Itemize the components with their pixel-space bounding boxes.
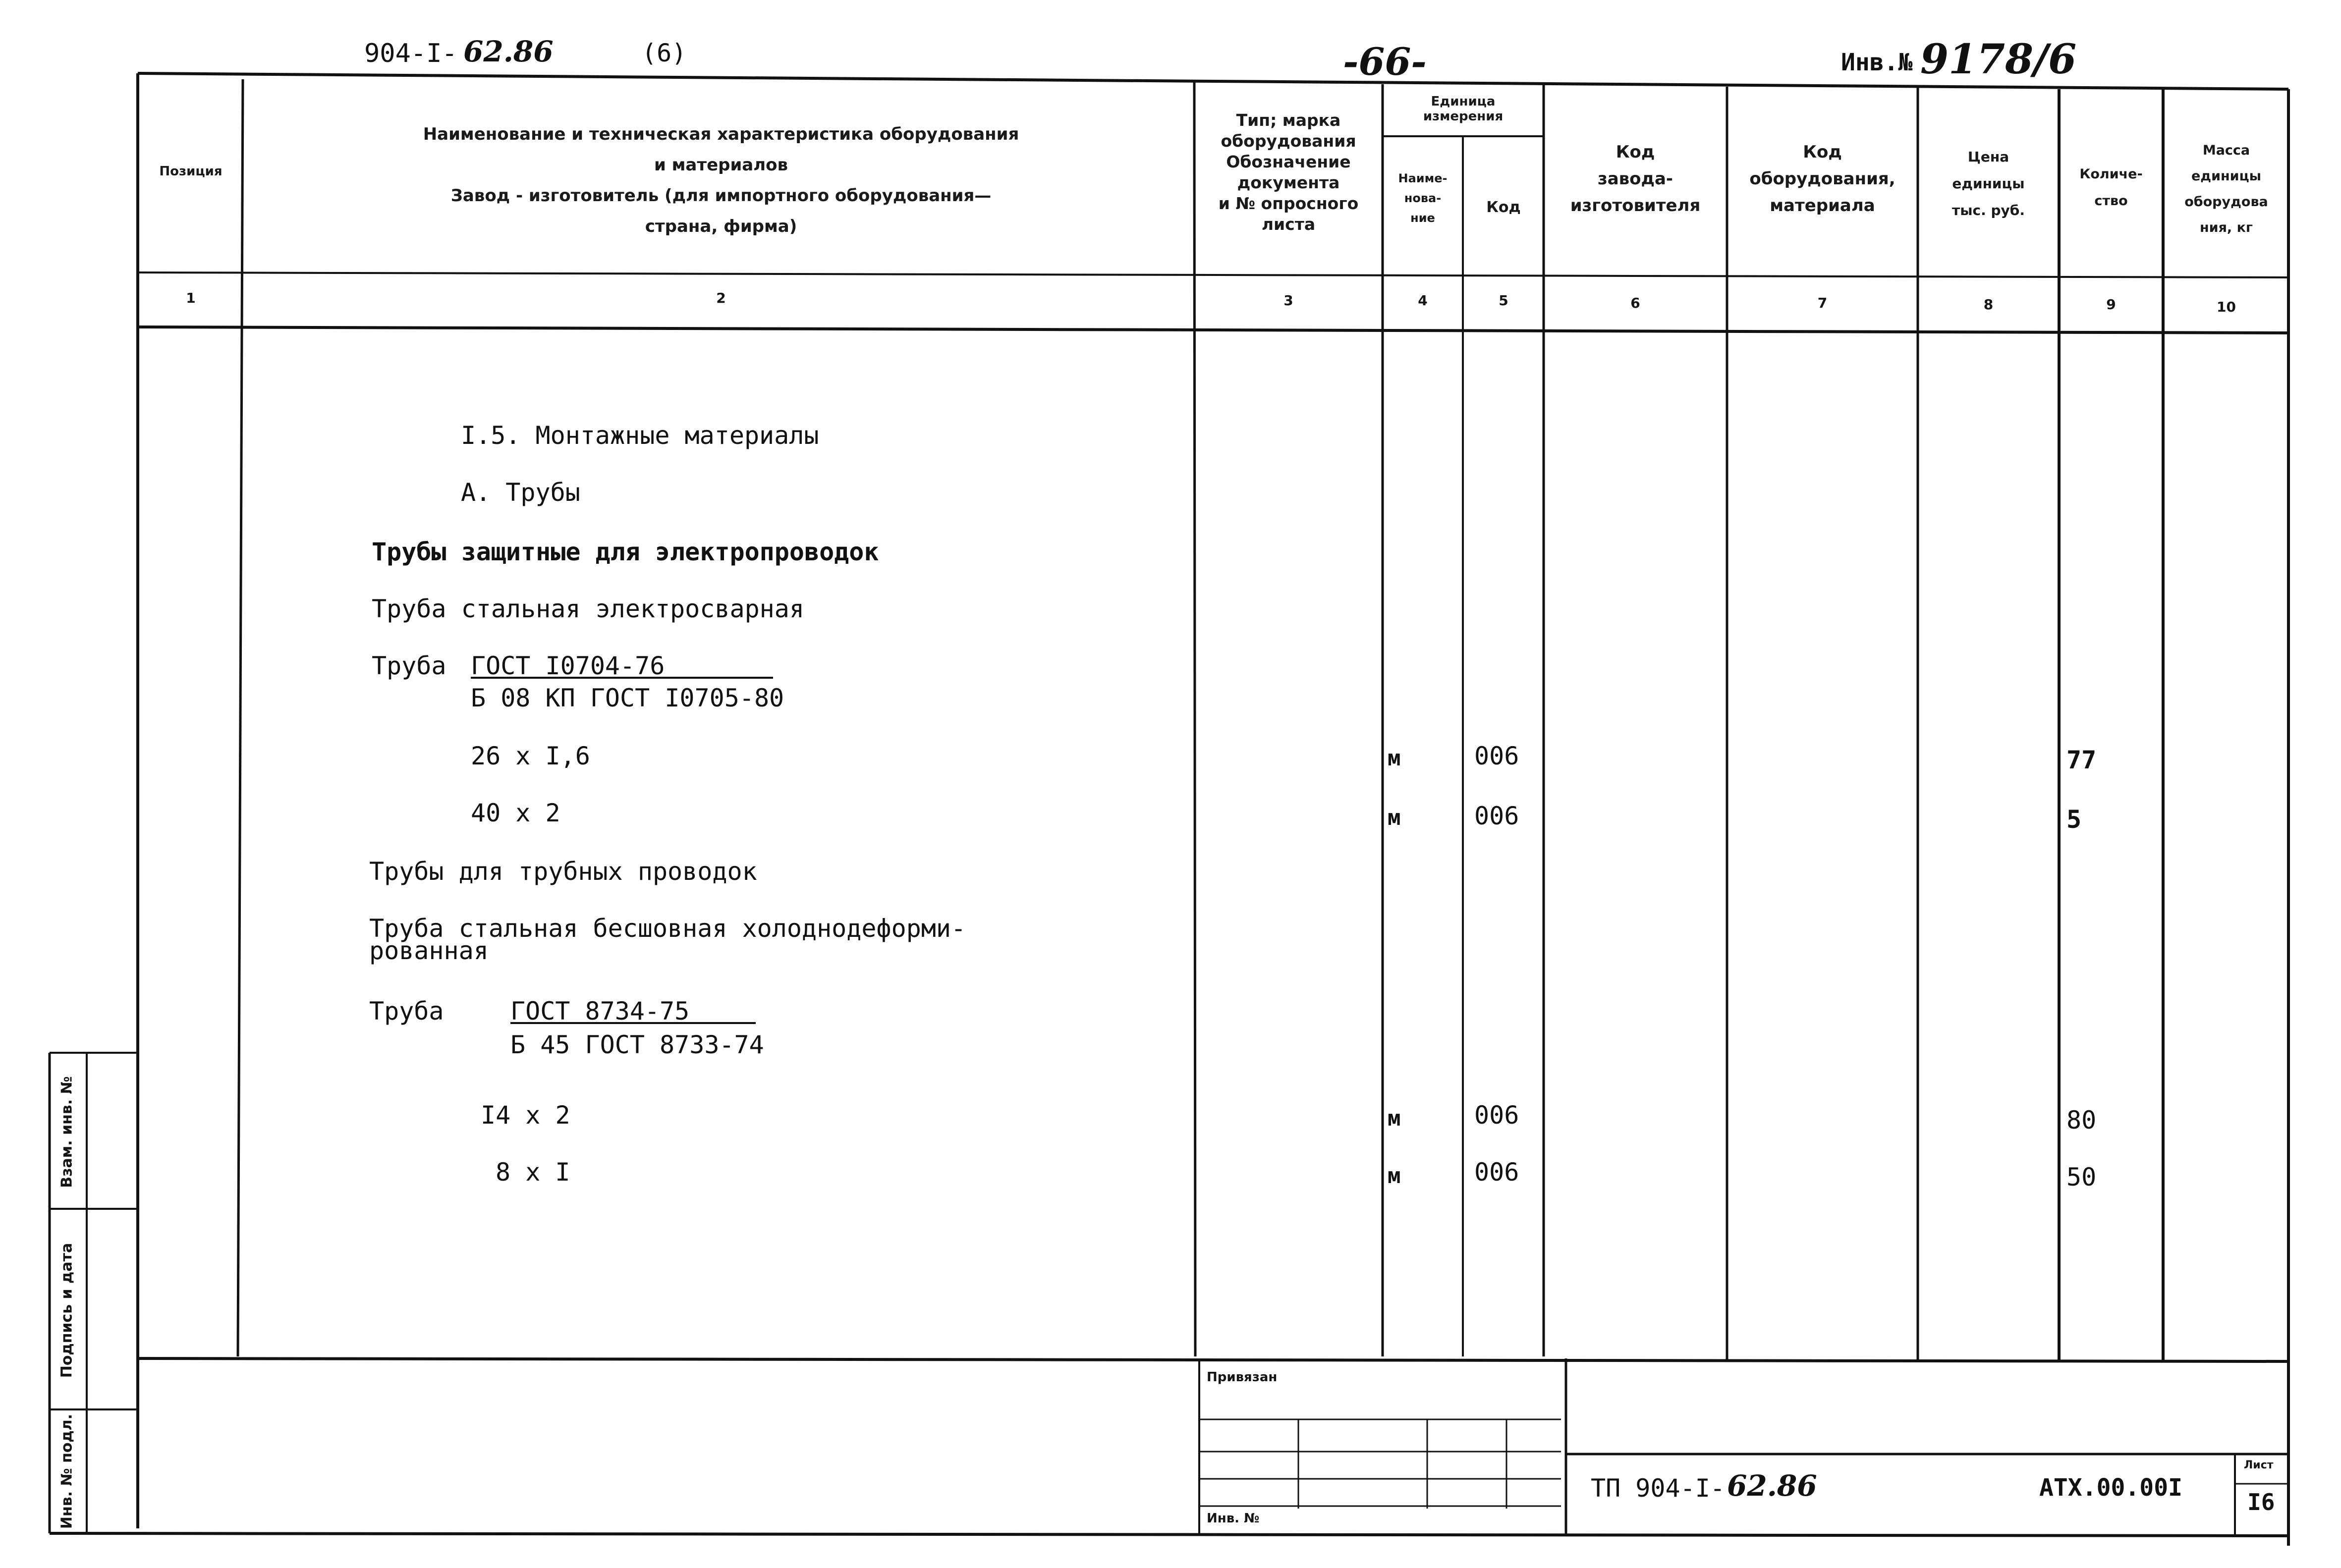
table-row-code: 006 — [1474, 742, 1519, 770]
sheet-number: I6 — [2247, 1489, 2275, 1515]
sheet-label: Лист — [2244, 1459, 2274, 1471]
subsection-title: А. Трубы — [461, 478, 580, 507]
table-row-unit: м — [1388, 805, 1401, 830]
table-row-code: 006 — [1474, 1158, 1519, 1187]
table-row-qty: 50 — [2066, 1163, 2097, 1191]
header-position: Позиция — [159, 164, 223, 179]
doc-code: 904-I- — [364, 39, 457, 68]
doc-code-handwritten: 62.86 — [463, 35, 554, 68]
line-pipe-label-2: Труба — [369, 997, 444, 1026]
table-row-unit: м — [1388, 746, 1401, 771]
inventory-number: 9178/6 — [1920, 36, 2077, 83]
table-row-code: 006 — [1474, 1101, 1519, 1130]
line-protective-pipes: Трубы защитные для электропроводок — [372, 538, 879, 566]
table-row-dim: 26 x I,6 — [471, 742, 590, 770]
tp-code: ТП 904-I- — [1591, 1474, 1725, 1503]
header-unit-code: Код — [1486, 199, 1521, 216]
line-gost-denominator-1: Б 08 КП ГОСТ I0705-80 — [471, 684, 784, 712]
header-quantity: Количе- ство — [2079, 166, 2143, 209]
sheet-part: (6) — [642, 39, 687, 67]
inventory-label: Инв.№ — [1841, 49, 1913, 76]
stamp-replacement-inv: Взам. инв. № — [58, 1076, 76, 1188]
line-welded-pipe: Труба стальная электросварная — [372, 595, 804, 623]
section-title: I.5. Монтажные материалы — [461, 421, 819, 450]
header-mass: Масса единицы оборудова ния, кг — [2184, 143, 2268, 235]
header-unit-name: Наиме- нова- ние — [1398, 171, 1448, 225]
header-equipment-code: Код оборудования, материала — [1749, 142, 1895, 216]
col-number-10: 10 — [2217, 299, 2236, 315]
table-row-qty: 80 — [2066, 1106, 2097, 1135]
header-unit-group: Единица измерения — [1423, 94, 1504, 124]
col-number-7: 7 — [1817, 295, 1828, 311]
table-row-dim: 40 x 2 — [471, 799, 560, 827]
document-mark: АТХ.00.00I — [2039, 1474, 2182, 1502]
line-process-pipes: Трубы для трубных проводок — [369, 857, 757, 886]
table-row-unit: м — [1388, 1106, 1401, 1131]
col-number-2: 2 — [716, 290, 726, 306]
line-gost-numerator-2: ГОСТ 8734-75 — [510, 997, 690, 1026]
col-number-4: 4 — [1418, 292, 1428, 309]
table-row-qty: 77 — [2066, 746, 2097, 774]
line-seamless-pipe-cont: рованная — [369, 936, 489, 965]
table-row-dim: 8 x I — [496, 1158, 570, 1187]
table-row-code: 006 — [1474, 802, 1519, 830]
line-gost-denominator-2: Б 45 ГОСТ 8733-74 — [510, 1030, 764, 1059]
table-row-dim: I4 x 2 — [481, 1101, 570, 1130]
page-number: -66- — [1343, 40, 1427, 84]
tp-code-handwritten: 62.86 — [1727, 1469, 1817, 1503]
col-number-6: 6 — [1630, 295, 1640, 311]
col-number-1: 1 — [186, 290, 196, 306]
col-number-5: 5 — [1499, 292, 1508, 309]
line-gost-numerator-1: ГОСТ I0704-76 — [471, 651, 665, 680]
stamp-original-inv: Инв. № подл. — [58, 1413, 76, 1529]
table-row-qty: 5 — [2066, 805, 2082, 834]
col-number-3: 3 — [1283, 292, 1293, 309]
header-price: Цена единицы тыс. руб. — [1951, 149, 2025, 218]
header-type: Тип; марка оборудования Обозначение документа и № опросного листа — [1218, 110, 1359, 234]
col-number-9: 9 — [2106, 296, 2116, 313]
inventory-no-label: Инв. № — [1207, 1511, 1260, 1526]
col-number-8: 8 — [1983, 296, 1994, 313]
bound-label: Привязан — [1207, 1370, 1278, 1385]
line-seamless-pipe: Труба стальная бесшовная холоднодеформи- — [369, 914, 966, 943]
header-name: Наименование и техническая характеристика оборудования и материалов Завод - изготовитель (для импортного оборудования— страна, фирма) — [423, 124, 1019, 236]
header-factory-code: Код завода- изготовителя — [1570, 142, 1701, 216]
line-pipe-label-1: Труба — [372, 651, 446, 680]
table-row-unit: м — [1388, 1163, 1401, 1189]
stamp-signature-date: Подпись и дата — [58, 1243, 76, 1378]
